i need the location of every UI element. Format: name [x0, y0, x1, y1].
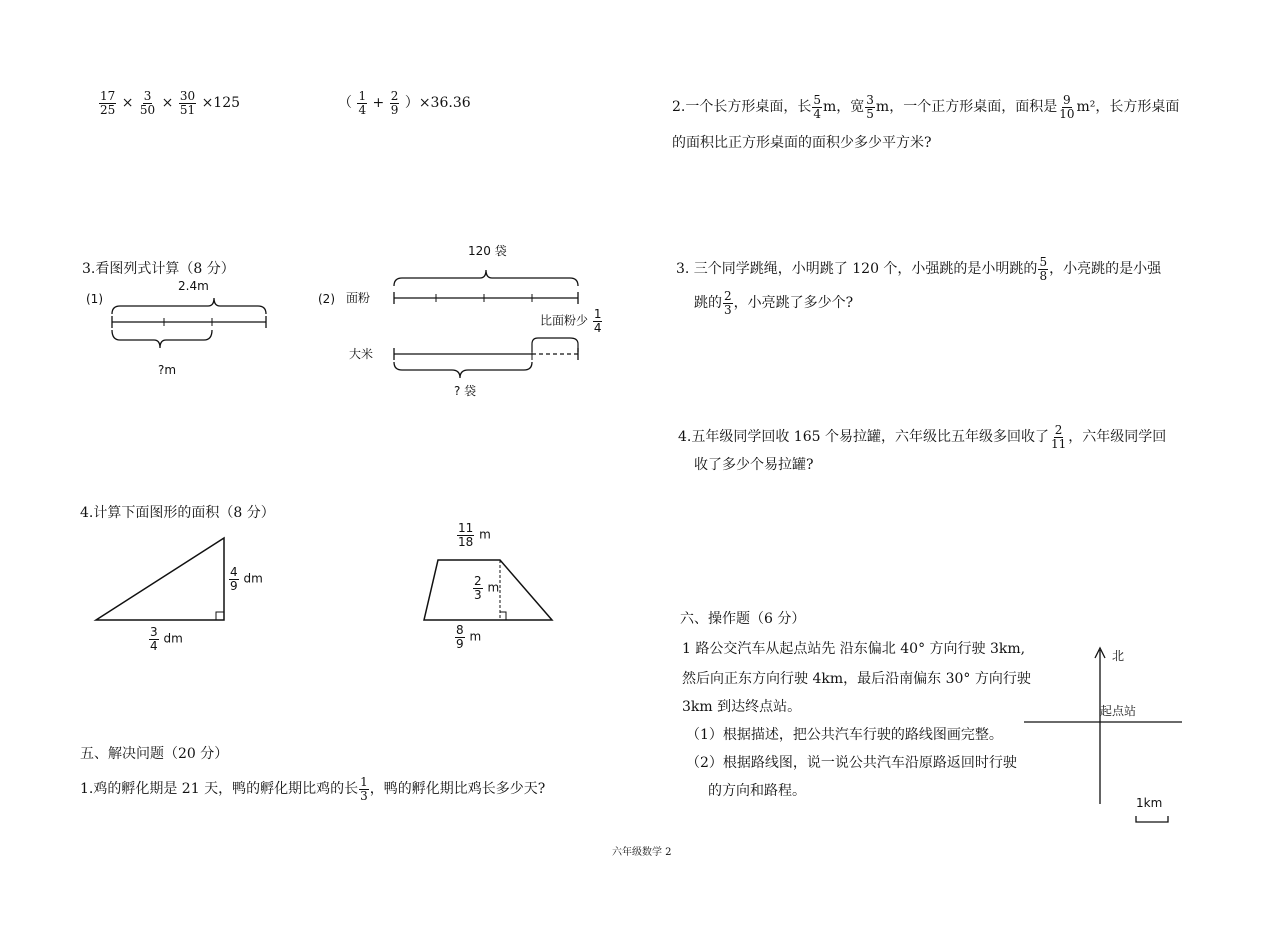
problem-5-2-line-2: 的面积比正方形桌面的面积少多少平方米?: [672, 135, 932, 151]
expression-2: （ $\frac{1}{4}$ + $\frac{2}{9}$ ）×36.36: [338, 89, 471, 117]
problem-5-4: 4.五年级同学回收 165 个易拉罐，六年级比五年级多回收了 $\frac{2}{11}$ ，六年级同学回: [678, 423, 1167, 451]
row-label-rice: 大米: [349, 347, 374, 361]
trapezoid-top-label: $\frac{11}{18}$ m: [458, 521, 491, 549]
triangle-height-label: $\frac{4}{9}$ dm: [230, 565, 263, 593]
segment-diagram-1: [108, 292, 273, 372]
problem-1-bottom-label: ?m: [158, 363, 177, 377]
problem-2-top-label: 120 袋: [468, 244, 507, 258]
triangle-base-label: $\frac{3}{4}$ dm: [150, 625, 183, 653]
problem-2-number: (2): [318, 292, 335, 306]
problem-5-4-line-2: 收了多少个易拉罐?: [694, 457, 814, 473]
section-6-sub-2-line-2: 的方向和路程。: [708, 783, 806, 799]
trapezoid-height-label: $\frac{2}{3}$ m: [474, 574, 500, 602]
section-6-sub-1: （1）根据描述，把公共汽车行驶的路线图画完整。: [686, 727, 1003, 743]
page-footer: 六年级数学 2: [612, 847, 672, 858]
problem-2-bottom-label: ? 袋: [454, 384, 477, 398]
right-triangle: [92, 534, 232, 626]
problem-1-number: (1): [86, 292, 103, 306]
problem-5-1: 1.鸡的孵化期是 21 天，鸭的孵化期比鸡的长 $\frac{1}{3}$ ，鸭的孵化期比鸡长多少天?: [80, 775, 546, 803]
route-map: [1020, 644, 1190, 834]
expression-1: $\frac{17}{25}$ × $\frac{3}{50}$ × $\frac{30}{51}$ ×125: [100, 89, 241, 117]
section-4-title: 4.计算下面图形的面积（8 分）: [80, 505, 275, 521]
section-6-line-3: 3km 到达终点站。: [682, 699, 802, 715]
section-5-title: 五、解决问题（20 分）: [80, 746, 229, 762]
problem-5-3-line-2: 跳的 $\frac{2}{3}$ ，小亮跳了多少个?: [694, 289, 854, 317]
compare-label: 比面粉少 $\frac{1}{4}$: [540, 307, 602, 335]
section-6-line-1: 1 路公交汽车从起点站先 沿东偏北 40° 方向行驶 3km,: [682, 641, 1026, 657]
section-6-line-2: 然后向正东方向行驶 4km，最后沿南偏东 30° 方向行驶: [682, 671, 1031, 687]
scale-label: 1km: [1136, 796, 1163, 810]
row-label-flour: 面粉: [346, 291, 371, 305]
trapezoid-bottom-label: $\frac{8}{9}$ m: [456, 623, 482, 651]
section-6-sub-2: （2）根据路线图，说一说公共汽车沿原路返回时行驶: [686, 755, 1017, 771]
start-station-label: 起点站: [1100, 704, 1137, 718]
section-3-title: 3.看图列式计算（8 分）: [82, 261, 235, 277]
problem-5-2: 2.一个长方形桌面，长 $\frac{5}{4}$ m，宽 $\frac{3}{5}$ m，一个正方形桌面，面积是 $\frac{9}{10}$ m²，长方形桌面: [672, 93, 1180, 121]
problem-1-top-label: 2.4m: [178, 279, 209, 293]
north-label: 北: [1112, 649, 1125, 663]
section-6-title: 六、操作题（6 分）: [680, 611, 806, 627]
problem-5-3: 3. 三个同学跳绳，小明跳了 120 个，小强跳的是小明跳的 $\frac{5}{8}$ ，小亮跳的是小强: [676, 255, 1162, 283]
